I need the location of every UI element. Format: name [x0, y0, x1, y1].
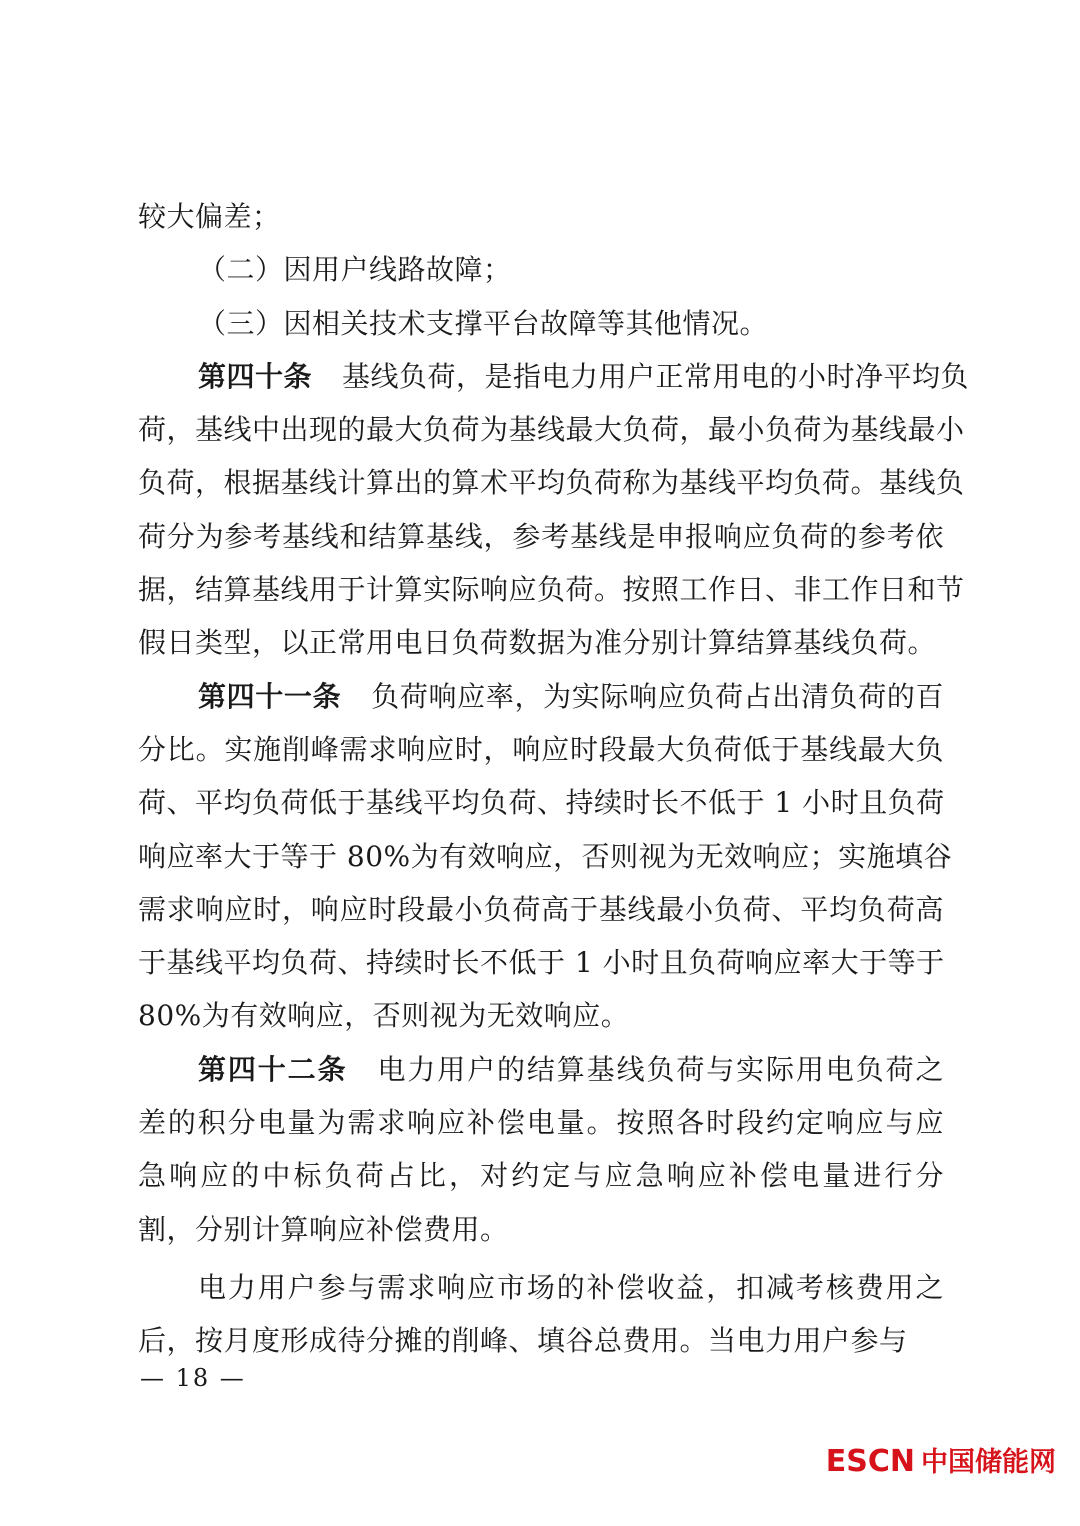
- line-text: 于基线平均负荷、持续时长不低于 1 小时且负荷响应率大于等于: [138, 946, 945, 980]
- paragraph-line: [138, 1261, 944, 1314]
- watermark-logo: [826, 1440, 1056, 1479]
- paragraph-line: [138, 350, 970, 403]
- paragraph-line: [138, 989, 944, 1042]
- line-text: 荷、平均负荷低于基线平均负荷、持续时长不低于 1 小时且负荷: [138, 786, 945, 820]
- paragraph-line: [138, 190, 944, 243]
- paragraph-line: [138, 1096, 944, 1149]
- line-text: 荷，基线中出现的最大负荷为基线最大负荷，最小负荷为基线最小: [138, 413, 965, 447]
- paragraph-line: [138, 243, 944, 296]
- line-text: 需求响应时，响应时段最小负荷高于基线最小负荷、平均负荷高: [138, 892, 944, 926]
- line-text: 荷分为参考基线和结算基线，参考基线是申报响应负荷的参考依: [138, 519, 944, 553]
- line-text: 电力用户参与需求响应市场的补偿收益，扣减考核费用之: [198, 1270, 944, 1304]
- line-text: 急响应的中标负荷占比，对约定与应急响应补偿电量进行分: [138, 1159, 944, 1193]
- line-text: 割，分别计算响应补偿费用。: [138, 1212, 509, 1246]
- line-text: （二）因用户线路故障；: [198, 253, 512, 287]
- paragraph-line: [138, 297, 944, 350]
- paragraph-line: [138, 1203, 944, 1256]
- paragraph-line: [138, 776, 944, 829]
- line-text: 负荷，根据基线计算出的算术平均负荷称为基线平均负荷。基线负: [138, 466, 965, 500]
- paragraph-line: [138, 830, 953, 883]
- paragraph-line: [138, 456, 965, 509]
- watermark-brand: ESCN: [825, 1444, 915, 1479]
- line-text: 较大偏差；: [138, 200, 281, 233]
- line-text: 电力用户的结算基线负荷与实际用电负荷之: [377, 1052, 944, 1086]
- line-text: 据，结算基线用于计算实际响应负荷。按照工作日、非工作日和节: [138, 573, 965, 607]
- page-number: — 18 —: [140, 1364, 246, 1392]
- paragraph-line: [138, 883, 944, 936]
- paragraph-line: [138, 403, 965, 456]
- article-heading: 第四十二条: [198, 1052, 348, 1086]
- line-text: 基线负荷，是指电力用户正常用电的小时净平均负: [342, 359, 970, 393]
- paragraph-line: [138, 616, 944, 669]
- line-text: 响应率大于等于 80%为有效响应，否则视为无效响应；实施填谷: [138, 839, 953, 873]
- document-body: [138, 190, 970, 1368]
- line-text: 差的积分电量为需求响应补偿电量。按照各时段约定响应与应: [138, 1106, 944, 1140]
- paragraph-line: [138, 510, 944, 563]
- paragraph-line: [138, 1149, 944, 1202]
- paragraph-line: [138, 563, 965, 616]
- line-text: 后，按月度形成待分摊的削峰、填谷总费用。当电力用户参与: [138, 1324, 908, 1358]
- line-text: （三）因相关技术支撑平台故障等其他情况。: [198, 306, 769, 340]
- paragraph-line: [138, 723, 944, 776]
- line-text: 80%为有效响应，否则视为无效响应。: [138, 999, 630, 1033]
- line-text: 假日类型，以正常用电日负荷数据为准分别计算结算基线负荷。: [138, 626, 937, 660]
- paragraph-line: [138, 670, 944, 723]
- article-heading: 第四十条: [198, 359, 313, 393]
- article-heading: 第四十一条: [198, 679, 342, 713]
- paragraph-line: [138, 1314, 944, 1367]
- paragraph-line: [138, 1043, 944, 1096]
- line-text: 分比。实施削峰需求响应时，响应时段最大负荷低于基线最大负: [138, 732, 944, 766]
- line-text: 负荷响应率，为实际响应负荷占出清负荷的百: [371, 679, 944, 713]
- watermark-site: 中国储能网: [921, 1447, 1056, 1478]
- paragraph-line: [138, 936, 944, 989]
